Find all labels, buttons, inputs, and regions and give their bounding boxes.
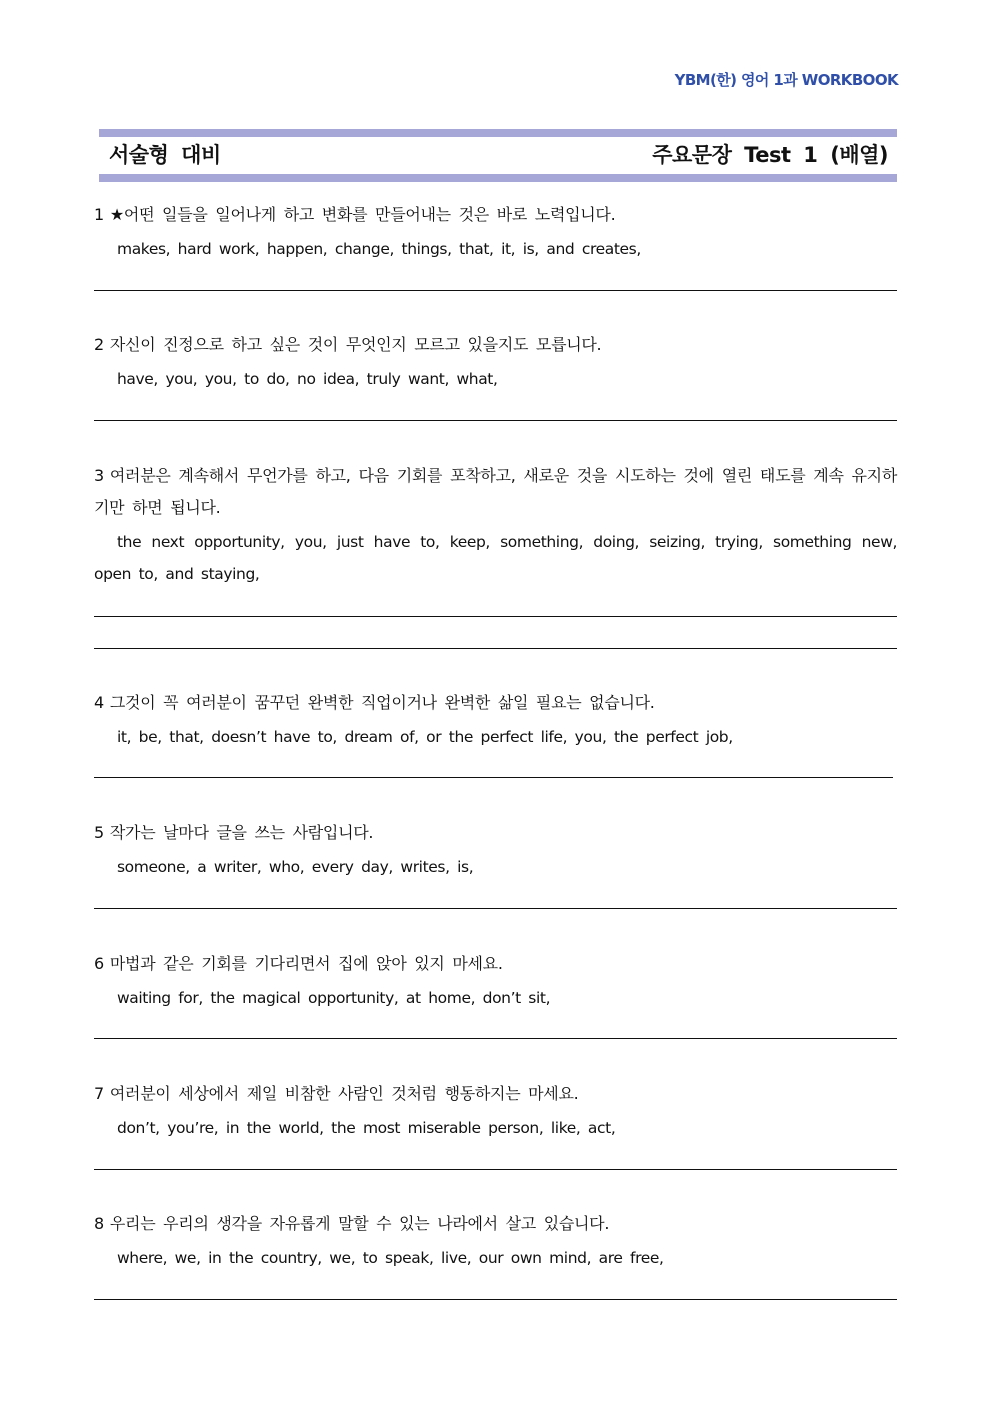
question-prompt bbox=[94, 817, 897, 849]
workbook-label: YBM(한) 영어 1과 WORKBOOK bbox=[674, 71, 898, 89]
answer-line[interactable] bbox=[94, 1038, 897, 1039]
answer-line[interactable] bbox=[94, 648, 897, 649]
question-item bbox=[94, 1078, 897, 1144]
question-number: 6 bbox=[94, 954, 104, 973]
question-text: ★어떤 일들을 일어나게 하고 변화를 만들어내는 것은 바로 노력입니다. bbox=[109, 205, 616, 224]
word-bank: someone, a writer, who, every day, writes, is, bbox=[117, 858, 474, 876]
question-prompt bbox=[94, 460, 897, 524]
section-title: 서술형 대비 bbox=[109, 143, 221, 167]
word-bank: waiting for, the magical opportunity, at home, don’t sit, bbox=[117, 989, 551, 1007]
question-prompt bbox=[94, 948, 897, 980]
question-number: 8 bbox=[94, 1214, 104, 1233]
question-prompt bbox=[94, 199, 897, 231]
section-header bbox=[99, 129, 897, 182]
question-item bbox=[94, 948, 897, 1014]
question-item bbox=[94, 1208, 897, 1274]
question-number: 1 bbox=[94, 205, 104, 224]
question-text: 우리는 우리의 생각을 자유롭게 말할 수 있는 나라에서 살고 있습니다. bbox=[109, 1214, 610, 1233]
answer-line[interactable] bbox=[94, 1169, 897, 1170]
question-number: 5 bbox=[94, 823, 104, 842]
answer-line[interactable] bbox=[94, 290, 897, 291]
answer-line[interactable] bbox=[94, 420, 897, 421]
question-prompt bbox=[94, 687, 897, 719]
word-bank: the next opportunity, you, just have to, keep, something, doing, seizing, trying, something new, open to, and staying, bbox=[94, 533, 897, 583]
answer-line[interactable] bbox=[94, 777, 893, 778]
word-bank: it, be, that, doesn’t have to, dream of, or the perfect life, you, the perfect job, bbox=[117, 728, 733, 746]
question-text: 자신이 진정으로 하고 싶은 것이 무엇인지 모르고 있을지도 모릅니다. bbox=[109, 335, 602, 354]
question-prompt bbox=[94, 329, 897, 361]
question-prompt bbox=[94, 1078, 897, 1110]
question-text: 여러분은 계속해서 무언가를 하고, 다음 기회를 포착하고, 새로운 것을 시도하는 것에 열린 태도를 계속 유지하기만 하면 됩니다. bbox=[94, 466, 897, 517]
question-text: 마법과 같은 기회를 기다리면서 집에 앉아 있지 마세요. bbox=[109, 954, 503, 973]
header-bottom-bar bbox=[99, 174, 897, 182]
header-top-bar bbox=[99, 129, 897, 137]
word-bank: makes, hard work, happen, change, things, that, it, is, and creates, bbox=[117, 240, 641, 258]
question-text: 작가는 날마다 글을 쓰는 사람입니다. bbox=[109, 823, 374, 842]
question-item bbox=[94, 687, 897, 753]
question-number: 3 bbox=[94, 466, 104, 485]
word-bank: have, you, you, to do, no idea, truly want, what, bbox=[117, 370, 498, 388]
question-number: 4 bbox=[94, 693, 104, 712]
test-title: 주요문장 Test 1 (배열) bbox=[652, 143, 888, 167]
question-text: 여러분이 세상에서 제일 비참한 사람인 것처럼 행동하지는 마세요. bbox=[109, 1084, 579, 1103]
question-item bbox=[94, 460, 897, 590]
question-item bbox=[94, 817, 897, 883]
question-text: 그것이 꼭 여러분이 꿈꾸던 완벽한 직업이거나 완벽한 삶일 필요는 없습니다. bbox=[109, 693, 655, 712]
answer-line[interactable] bbox=[94, 908, 897, 909]
word-bank: where, we, in the country, we, to speak, live, our own mind, are free, bbox=[117, 1249, 664, 1267]
question-number: 2 bbox=[94, 335, 104, 354]
word-bank: don’t, you’re, in the world, the most miserable person, like, act, bbox=[117, 1119, 616, 1137]
answer-line[interactable] bbox=[94, 616, 897, 617]
question-number: 7 bbox=[94, 1084, 104, 1103]
question-item bbox=[94, 329, 897, 395]
answer-line[interactable] bbox=[94, 1299, 897, 1300]
question-prompt bbox=[94, 1208, 897, 1240]
question-item bbox=[94, 199, 897, 265]
